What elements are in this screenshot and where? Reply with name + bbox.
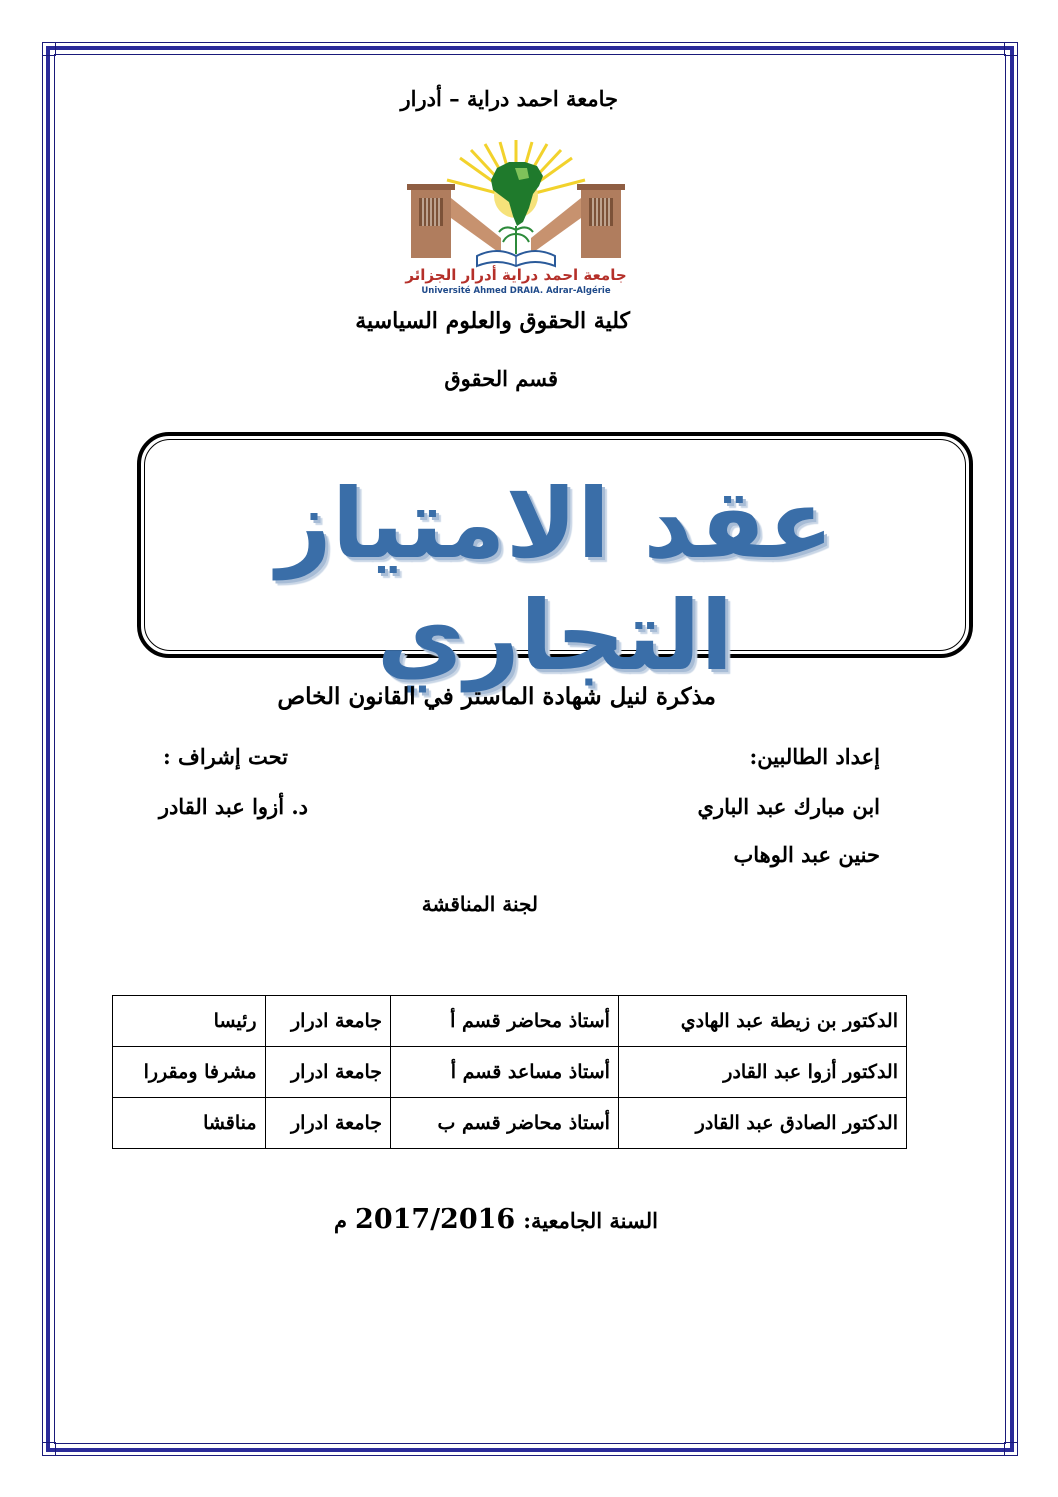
member-rank: أستاذ محاضر قسم ب: [391, 1098, 619, 1149]
logo-french-name: Université Ahmed DRAIA. Adrar-Algérie: [421, 286, 611, 296]
students-label: إعداد الطالبين:: [749, 744, 880, 769]
academic-year-suffix: م: [334, 1208, 348, 1233]
student-name: ابن مبارك عبد الباري: [697, 794, 880, 819]
left-tower-icon: [407, 184, 501, 258]
member-role: مناقشا: [113, 1098, 266, 1149]
supervisor-name: د. أزوا عبد القادر: [158, 794, 308, 819]
faculty-name: كلية الحقوق والعلوم السياسية: [355, 308, 630, 334]
university-name: جامعة احمد دراية – أدرار: [400, 86, 618, 111]
thesis-title: عقد الامتياز التجاري: [276, 468, 834, 692]
logo-arabic-name: جامعة احمد دراية أدرار الجزائر: [405, 266, 627, 284]
degree-line: مذكرة لنيل شهادة الماستر في القانون الخاص: [277, 683, 716, 710]
table-row: [113, 1098, 907, 1149]
member-university: جامعة ادرار: [265, 1047, 390, 1098]
member-name: الدكتور بن زيطة عبد الهادي: [618, 996, 906, 1047]
right-tower-icon: [531, 184, 625, 258]
member-university: جامعة ادرار: [265, 996, 390, 1047]
member-name: الدكتور أزوا عبد القادر: [618, 1047, 906, 1098]
academic-year-value: 2017/2016: [355, 1204, 516, 1235]
department-name: قسم الحقوق: [444, 366, 558, 391]
student-name: حنين عبد الوهاب: [733, 842, 880, 867]
border-corner: [42, 1442, 56, 1456]
member-role: مشرفا ومقررا: [113, 1047, 266, 1098]
committee-table: [112, 995, 907, 1149]
member-rank: أستاذ محاضر قسم أ: [391, 996, 619, 1047]
academic-year-label: السنة الجامعية:: [523, 1208, 658, 1233]
member-university: جامعة ادرار: [265, 1098, 390, 1149]
supervisor-label: تحت إشراف :: [162, 744, 288, 769]
table-row: [113, 996, 907, 1047]
member-rank: أستاذ مساعد قسم أ: [391, 1047, 619, 1098]
palm-tree-icon: [499, 226, 533, 254]
member-role: رئيسا: [113, 996, 266, 1047]
border-corner: [1004, 1442, 1018, 1456]
table-row: [113, 1047, 907, 1098]
border-corner: [42, 42, 56, 56]
academic-year: [334, 1204, 658, 1235]
border-corner: [1004, 42, 1018, 56]
member-name: الدكتور الصادق عبد القادر: [618, 1098, 906, 1149]
committee-label: لجنة المناقشة: [421, 892, 538, 916]
